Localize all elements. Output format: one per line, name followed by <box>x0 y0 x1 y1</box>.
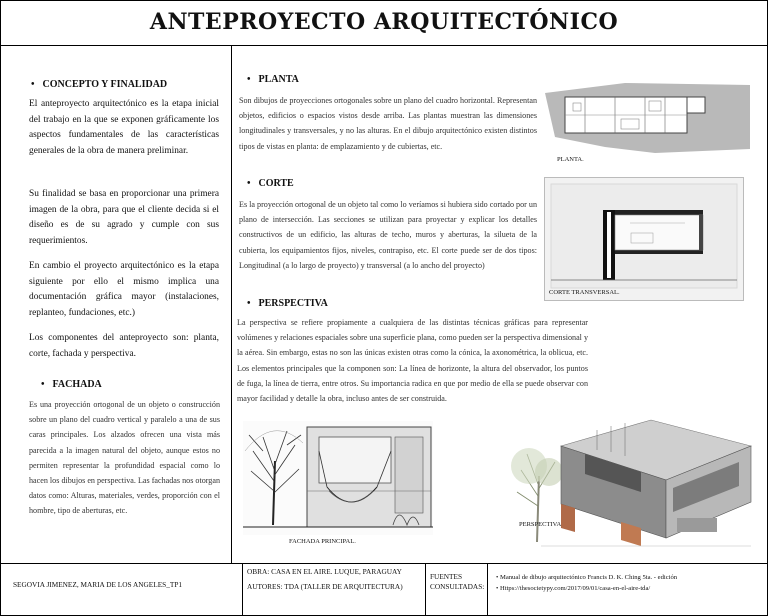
planta-drawing <box>545 81 753 155</box>
concepto-paragraph-4: Los componentes del anteproyecto son: planta, corte, fachada y perspectiva. <box>29 333 219 359</box>
fachada-caption: FACHADA PRINCIPAL. <box>289 538 356 545</box>
perspectiva-caption: PERSPECTIVA <box>519 521 562 528</box>
perspectiva-paragraph: La perspectiva se refiere propiamente a cualquiera de las distintas técnicas gráficas para representar volúmenes y relaciones espaciales sobre una superficie plana, como pueden ser la perspectiva dimensional y la aérea. Sin embargo, estas no son las únicas existen otras como la cónica, la axonométrica, la oblicua, etc. Los elementos principales que la componen son: La línea de horizonte, la altura del observador, los puntos de fuga, la línea de tierra, entre otros. Su importancia radica en que por medio de ella se puede observar con mayor facilidad y detalle la obra, incluso antes de ser construida. <box>237 318 588 404</box>
footer-obra: OBRA: CASA EN EL AIRE. LUQUE, PARAGUAY <box>247 567 402 576</box>
corte-drawing <box>544 177 744 301</box>
concepto-paragraph-1: El anteproyecto arquitectónico es la etapa inicial del trabajo en la que se exponen gráficamente los aspectos fundamentales de las características generales de la obra de manera preliminar. <box>29 99 219 156</box>
concepto-paragraph-3: En cambio el proyecto arquitectónico es la etapa siguiente por ello el mismo implica una documentación gráfica mayor (instalaciones, replanteo, fundaciones, etc.) <box>29 261 219 318</box>
planta-heading <box>247 74 299 85</box>
footer-obra-cell <box>243 564 426 616</box>
footer-author: SEGOVIA JIMENEZ, MARIA DE LOS ANGELES_TP1 <box>13 580 183 589</box>
perspectiva-heading-text: PERSPECTIVA <box>258 298 328 309</box>
concepto-heading-text: CONCEPTO Y FINALIDAD <box>42 79 168 90</box>
column-divider <box>231 45 232 563</box>
planta-heading-text: PLANTA <box>258 74 299 85</box>
concepto-paragraph-2: Su finalidad se basa en proporcionar una primera imagen de la obra, para que el cliente decida si el diseño es de su agrado y cumple con sus requerimientos. <box>29 189 219 246</box>
bullet-icon: • <box>247 178 251 189</box>
footer-fuentes-label-2: CONSULTADAS: <box>430 582 485 591</box>
footer-author-cell <box>1 564 243 616</box>
bullet-icon: • <box>496 585 499 592</box>
fachada-paragraph: Es una proyección ortogonal de un objeto o construcción sobre un plano del cuadro vertical y paralelo a una de sus caras principales. Los alzados ofrecen una vista más parecida a la imagen natural del objeto, aunque estos no permiten representar la profundidad espacial como lo hacen los dibujos en perspectiva. Las fachadas nos otorgan datos como: Alturas, materiales, verdes, proporción con el hombre, tipo de aberturas, etc. <box>29 400 220 516</box>
page-title: ANTEPROYECTO ARQUITECTÓNICO <box>149 9 619 35</box>
footer-source-2-link[interactable]: Https://thesocietypy.com/2017/09/01/casa-en-el-aire-tda/ <box>499 585 651 592</box>
footer-sources-cell <box>488 564 767 616</box>
footer-bar <box>1 563 767 616</box>
perspectiva-drawing <box>501 406 756 559</box>
footer-source-1-text: Manual de dibujo arquitectónico Francis D. K. Ching 5ta. - edición <box>499 574 678 581</box>
bullet-icon: • <box>247 74 251 85</box>
bullet-icon: • <box>31 79 35 90</box>
footer-source-1 <box>496 574 677 581</box>
corte-paragraph: Es la proyección ortogonal de un objeto tal como lo veríamos si hubiera sido cortado por un plano de intersección. Las secciones se utilizan para proyectar y explicar los detalles constructivos de un edificio, las alturas de techo, muros y aberturas, la silueta de la cubierta, los equipamientos fijos, niveles, contrapiso, etc. El corte puede ser de dos tipos: Longitudinal (a lo largo de proyecto) y transversal (a lo ancho del proyecto) <box>239 200 537 270</box>
footer-autores: AUTORES: TDA (TALLER DE ARQUITECTURA) <box>247 582 403 591</box>
concepto-heading <box>31 79 167 90</box>
perspectiva-heading <box>247 298 328 309</box>
footer-source-2 <box>496 585 650 592</box>
bullet-icon: • <box>247 298 251 309</box>
corte-heading <box>247 178 294 189</box>
footer-fuentes-label-1: FUENTES <box>430 572 463 581</box>
footer-fuentes-cell <box>426 564 488 616</box>
fachada-drawing <box>243 421 433 535</box>
fachada-heading <box>41 379 102 390</box>
corte-heading-text: CORTE <box>258 178 294 189</box>
planta-caption: PLANTA. <box>557 156 584 163</box>
title-divider <box>1 45 767 46</box>
bullet-icon: • <box>496 574 499 581</box>
fachada-heading-text: FACHADA <box>52 379 102 390</box>
bullet-icon: • <box>41 379 45 390</box>
corte-caption: CORTE TRANSVERSAL. <box>549 289 620 296</box>
planta-paragraph: Son dibujos de proyecciones ortogonales sobre un plano del cuadro horizontal. Representan objetos, edificios o espacios vistos desde arriba. Las plantas muestran las dimensiones longitudinales y transversales, y no las alturas. En el dibujo arquitectónico existen distintos tipos de vistas en planta: de emplazamiento y de cubiertas, etc. <box>239 96 537 151</box>
